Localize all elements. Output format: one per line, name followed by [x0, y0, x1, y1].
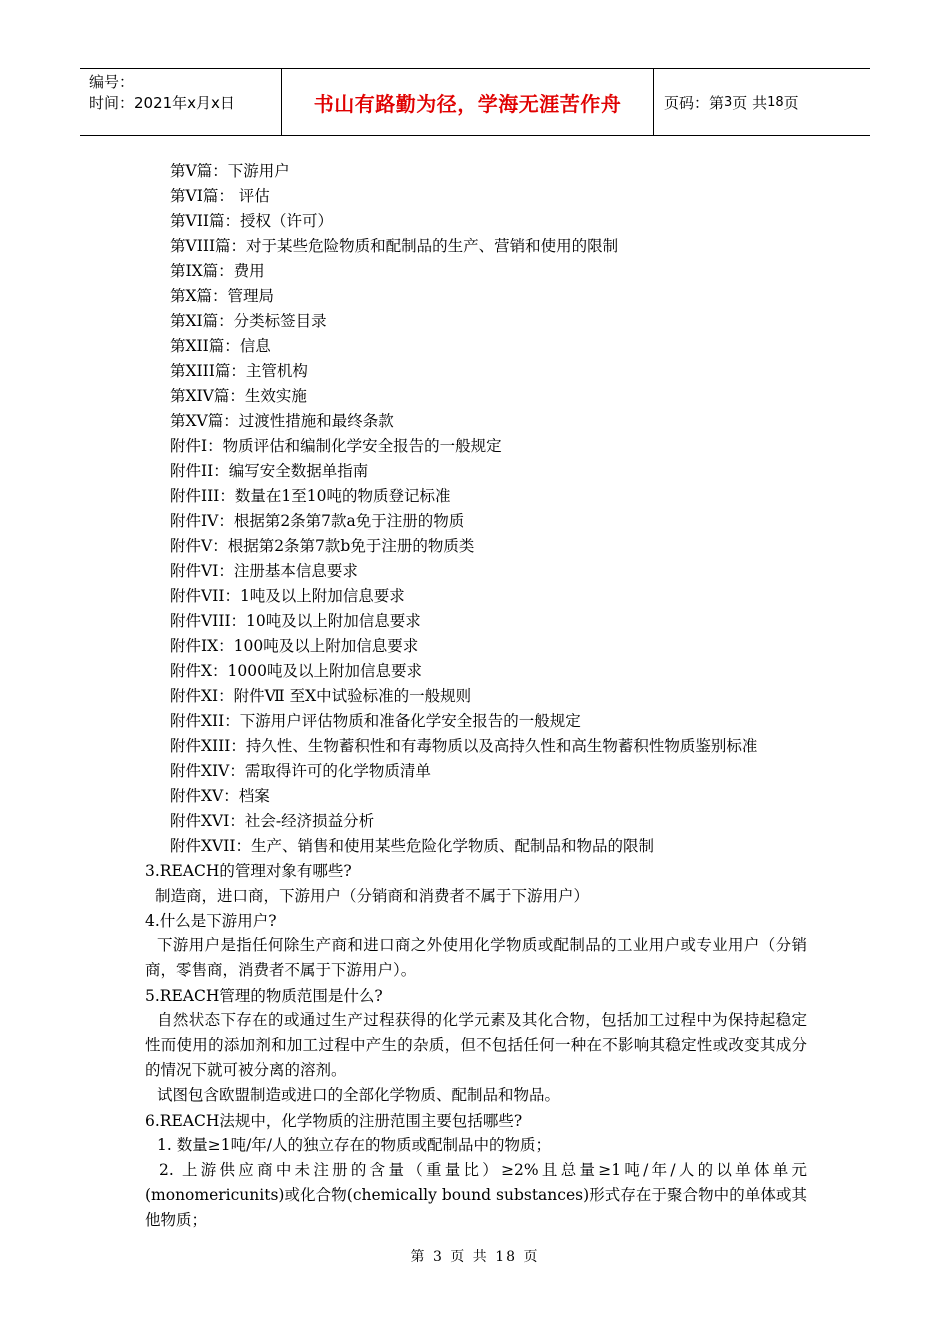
- toc-item: 附件III：数量在1至10吨的物质登记标准: [170, 487, 451, 505]
- answer-6-item-2: 2. 上游供应商中未注册的含量（重量比）≥2%且总量≥1吨/年/人的以单体单元(monomericunits)或化合物(chemically bound substances)形式存在于聚合物中的单体或其他物质；: [145, 1161, 807, 1229]
- toc-item: 第XV篇：过渡性措施和最终条款: [170, 412, 394, 430]
- page-header: [80, 68, 870, 136]
- toc-item: 附件X：1000吨及以上附加信息要求: [170, 662, 422, 680]
- answer-5-paragraph-2: 试图包含欧盟制造或进口的全部化学物质、配制品和物品。: [157, 1086, 561, 1104]
- header-meta: [80, 69, 281, 135]
- page-total: 18: [767, 94, 784, 110]
- question-3: 3.REACH的管理对象有哪些?: [145, 862, 352, 880]
- page-prefix: 页码：第: [664, 93, 725, 112]
- answer-4: 下游用户是指任何除生产商和进口商之外使用化学物质或配制品的工业用户或专业用户（分销商，零售商，消费者不属于下游用户）。: [145, 936, 807, 979]
- answer-3: 制造商，进口商，下游用户（分销商和消费者不属于下游用户）: [155, 887, 590, 905]
- toc-item: 附件VII：1吨及以上附加信息要求: [170, 587, 405, 605]
- toc-item: 第XIII篇：主管机构: [170, 362, 308, 380]
- toc-item: 附件XIII：持久性、生物蓄积性和有毒物质以及高持久性和高生物蓄积性物质鉴别标准: [170, 737, 758, 755]
- toc-item: 附件VIII：10吨及以上附加信息要求: [170, 612, 421, 630]
- page-mid: 页 共: [732, 93, 768, 112]
- toc-item: 附件XI：附件Ⅶ 至Ⅹ中试验标准的一般规则: [170, 687, 472, 705]
- toc-item: 附件II：编写安全数据单指南: [170, 462, 369, 480]
- page-current: 3: [724, 94, 733, 110]
- question-5: 5.REACH管理的物质范围是什么?: [145, 987, 383, 1005]
- toc-item: 第XII篇：信息: [170, 337, 271, 355]
- toc-item: 第IX篇：费用: [170, 262, 265, 280]
- toc-item: 附件V：根据第2条第7款b免于注册的物质类: [170, 537, 475, 555]
- question-4: 4.什么是下游用户?: [145, 912, 277, 930]
- toc-item: 附件XV：档案: [170, 787, 270, 805]
- toc-item: 附件VI：注册基本信息要求: [170, 562, 358, 580]
- toc-item: 附件XVI：社会-经济损益分析: [170, 812, 375, 830]
- toc-item: 附件I：物质评估和编制化学安全报告的一般规定: [170, 437, 502, 455]
- answer-5-paragraph-1: 自然状态下存在的或通过生产过程获得的化学元素及其化合物，包括加工过程中为保持起稳定性而使用的添加剂和加工过程中产生的杂质，但不包括任何一种在不影响其稳定性或改变其成分的情况下就可被分离的溶剂。: [145, 1011, 807, 1079]
- toc-item: 第VIII篇：对于某些危险物质和配制品的生产、营销和使用的限制: [170, 237, 619, 255]
- document-number-label: 编号：: [89, 73, 135, 91]
- toc-item: 第VII篇：授权（许可）: [170, 212, 333, 230]
- toc-item: 第X篇：管理局: [170, 287, 275, 305]
- toc-item: 附件IX：100吨及以上附加信息要求: [170, 637, 419, 655]
- document-date: 时间：2021年x月x日: [89, 94, 235, 112]
- toc-item: 附件IV：根据第2条第7款a免于注册的物质: [170, 512, 465, 530]
- toc-item: 附件XII：下游用户评估物质和准备化学安全报告的一般规定: [170, 712, 581, 730]
- toc-item: 附件XIV：需取得许可的化学物质清单: [170, 762, 431, 780]
- question-6: 6.REACH法规中，化学物质的注册范围主要包括哪些?: [145, 1112, 523, 1130]
- page-footer: 第 3 页 共 18 页: [410, 1249, 540, 1265]
- toc-item: 第VI篇： 评估: [170, 187, 270, 205]
- toc-item: 附件XVII：生产、销售和使用某些危险化学物质、配制品和物品的限制: [170, 837, 654, 855]
- toc-item: 第V篇：下游用户: [170, 162, 290, 180]
- header-page-number: [654, 69, 870, 135]
- page-suffix: 页: [783, 93, 799, 112]
- toc-item: 第XI篇：分类标签目录: [170, 312, 327, 330]
- header-motto: 书山有路勤为径，学海无涯苦作舟: [281, 69, 654, 135]
- answer-6-item-1: 1. 数量≥1吨/年/人的独立存在的物质或配制品中的物质；: [157, 1136, 552, 1154]
- toc-item: 第XIV篇：生效实施: [170, 387, 307, 405]
